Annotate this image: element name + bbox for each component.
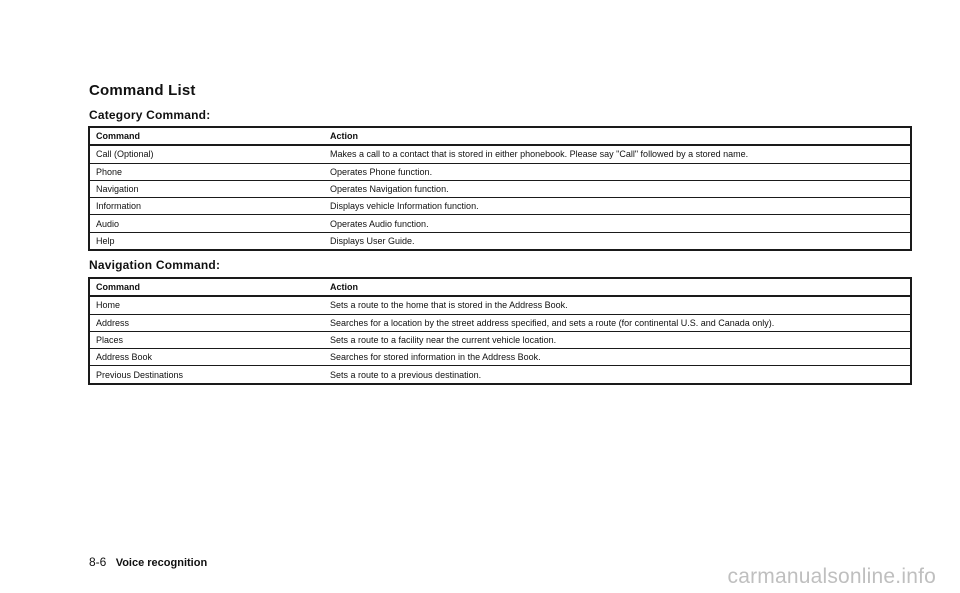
category-command-title: Category Command:: [89, 108, 211, 122]
command-cell: Home: [89, 296, 324, 314]
column-header-action: Action: [324, 127, 911, 145]
column-header-command: Command: [89, 278, 324, 296]
command-cell: Address: [89, 314, 324, 331]
action-cell: Sets a route to a previous destination.: [324, 366, 911, 384]
action-cell: Displays User Guide.: [324, 232, 911, 250]
table-row: [89, 215, 911, 232]
command-cell: Audio: [89, 215, 324, 232]
table-row: [89, 296, 911, 314]
table-row: [89, 180, 911, 197]
command-cell: Address Book: [89, 349, 324, 366]
page-number: 8-6: [89, 555, 107, 569]
command-cell: Previous Destinations: [89, 366, 324, 384]
command-cell: Places: [89, 331, 324, 348]
page-heading: Command List: [89, 82, 196, 99]
table-row: [89, 349, 911, 366]
command-cell: Help: [89, 232, 324, 250]
table-row: [89, 232, 911, 250]
column-header-action: Action: [324, 278, 911, 296]
command-cell: Call (Optional): [89, 145, 324, 163]
chapter-title: Voice recognition: [115, 557, 208, 569]
table-row: [89, 198, 911, 215]
command-cell: Information: [89, 198, 324, 215]
table-header-row: [89, 278, 911, 296]
category-command-table: [88, 126, 912, 251]
table-row: [89, 163, 911, 180]
action-cell: Sets a route to a facility near the current vehicle location.: [324, 331, 911, 348]
table-header-row: [89, 127, 911, 145]
table-row: [89, 331, 911, 348]
action-cell: Sets a route to the home that is stored in the Address Book.: [324, 296, 911, 314]
table-row: [89, 145, 911, 163]
navigation-command-table: [88, 277, 912, 385]
action-cell: Operates Audio function.: [324, 215, 911, 232]
table-row: [89, 366, 911, 384]
navigation-command-title: Navigation Command:: [89, 258, 221, 272]
action-cell: Displays vehicle Information function.: [324, 198, 911, 215]
watermark: carmanualsonline.info: [727, 565, 936, 588]
table-row: [89, 314, 911, 331]
action-cell: Searches for a location by the street address specified, and sets a route (for continental U.S. and Canada only).: [324, 314, 911, 331]
command-cell: Phone: [89, 163, 324, 180]
command-cell: Navigation: [89, 180, 324, 197]
action-cell: Operates Navigation function.: [324, 180, 911, 197]
page-footer: [89, 555, 207, 569]
column-header-command: Command: [89, 127, 324, 145]
action-cell: Searches for stored information in the Address Book.: [324, 349, 911, 366]
action-cell: Makes a call to a contact that is stored in either phonebook. Please say "Call" followed by a stored name.: [324, 145, 911, 163]
action-cell: Operates Phone function.: [324, 163, 911, 180]
